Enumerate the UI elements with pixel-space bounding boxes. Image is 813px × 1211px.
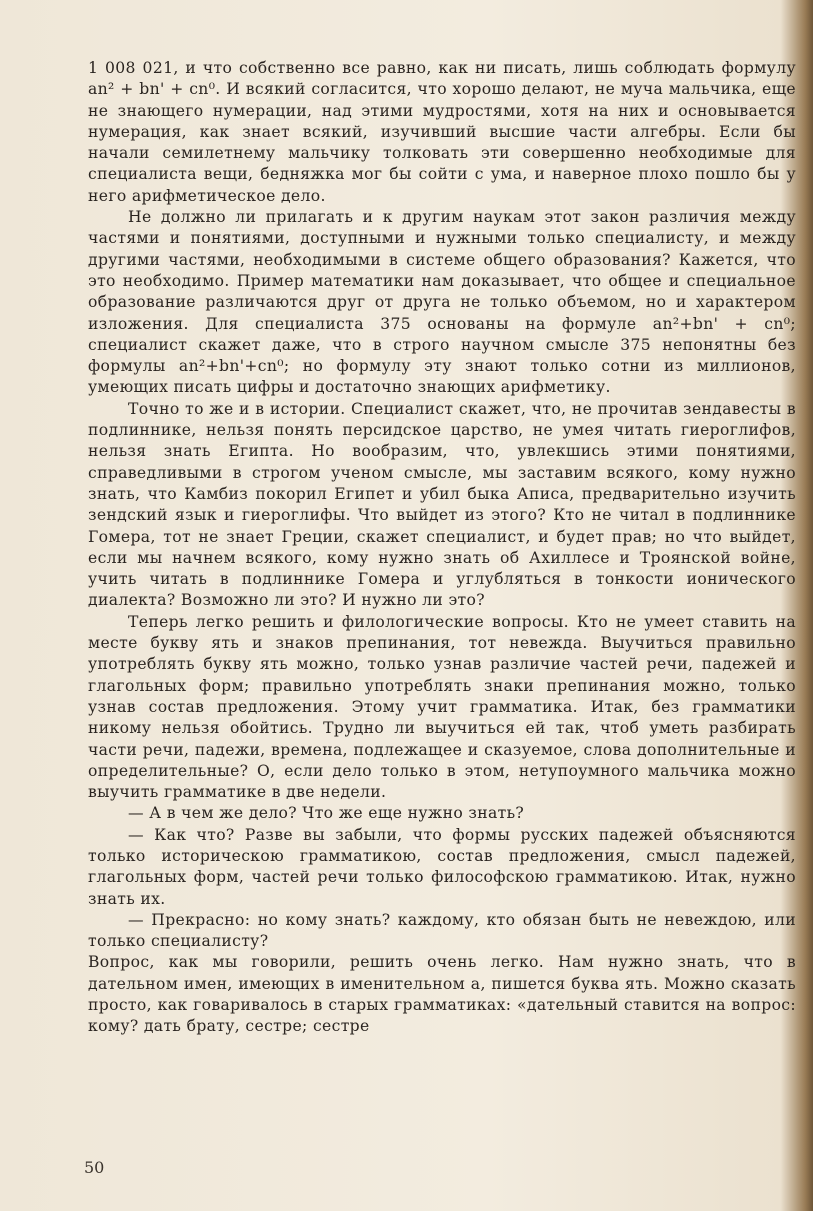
body-text (88, 58, 796, 1038)
paragraph-2: Не должно ли прилагать и к другим наукам этот закон различия между частями и понятиями, доступными и нужными только специалисту, и между другими частями, необходимыми в системе общего образования? Кажется, что это необходимо. Пример математики нам доказывает, что общее и специальное образование различаются друг от друга не только объемом, но и характером изложения. Для специалиста 375 основаны на формуле an²+bn' + cn⁰; специалист скажет даже, что в строго научном смысле 375 непонятны без формулы an²+bn'+cn⁰; но формулу эту знают только сотни из миллионов, умеющих писать цифры и достаточно знающих арифметику. (88, 208, 796, 397)
dialogue-line-3: — Прекрасно: но кому знать? каждому, кто обязан быть не невеждою, или только специалисту? (88, 910, 796, 951)
paragraph-3: Точно то же и в истории. Специалист скажет, что, не прочитав зендавесты в подлиннике, нельзя понять персидское царство, не умея читать гиероглифов, нельзя знать Египта. Но вообразим, что, увлекшись этими понятиями, справедливыми в строгом ученом смысле, мы заставим всякого, кому нужно знать, что Камбиз покорил Египет и убил быка Аписа, предварительно изучить зендский язык и гиероглифы. Что выйдет из этого? Кто не читал в подлиннике Гомера, тот не знает Греции, скажет специалист, и будет прав; но что выйдет, если мы начнем всякого, кому нужно знать об Ахиллесе и Троянской войне, учить читать в подлиннике Гомера и углубляться в тонкости ионического диалекта? Возможно ли это? И нужно ли это? (88, 399, 796, 610)
paragraph-4: Теперь легко решить и филологические вопросы. Кто не умеет ставить на месте букву ять и знаков препинания, тот невежда. Выучиться правильно употреблять букву ять можно, только узнав различие частей речи, падежей и глагольных форм; правильно употреблять знаки препинания можно, только узнав состав предложения. Этому учит грамматика. Итак, без грамматики никому нельзя обойтись. Трудно ли выучиться ей так, чтоб уметь разбирать части речи, падежи, времена, подлежащее и сказуемое, слова дополнительные и определительные? О, если дело только в этом, нетупоумного мальчика можно выучить грамматике в две недели. (88, 612, 796, 802)
page-number: 50 (84, 1158, 105, 1177)
dialogue-line-2: — Как что? Разве вы забыли, что формы русских падежей объясняются только историческою грамматикою, состав предложения, смысл падежей, глагольных форм, частей речи только философскою грамматикою. Итак, нужно знать их. (88, 825, 796, 908)
paragraph-8: Вопрос, как мы говорили, решить очень легко. Нам нужно знать, что в дательном имен, имеющих в именительном а, пишется буква ять. Можно сказать просто, как говаривалось в старых грамматиках: «дательный ставится на вопрос: кому? дать брату, сестре; сестре (88, 953, 796, 1036)
paragraph-1: 1 008 021, и что собственно все равно, как ни писать, лишь соблюдать формулу an² + bn' + cn⁰. И всякий согласится, что хорошо делают, не муча мальчика, еще не знающего нумерации, над этими мудростями, хотя на них и основывается нумерация, как знает всякий, изучивший высшие части алгебры. Если бы начали семилетнему мальчику толковать эти совершенно необходимые для специалиста вещи, бедняжка мог бы сойти с ума, и наверное плохо пошло бы у него арифметическое дело. (88, 59, 796, 205)
dialogue-line-1: — А в чем же дело? Что же еще нужно знать? (128, 804, 525, 823)
